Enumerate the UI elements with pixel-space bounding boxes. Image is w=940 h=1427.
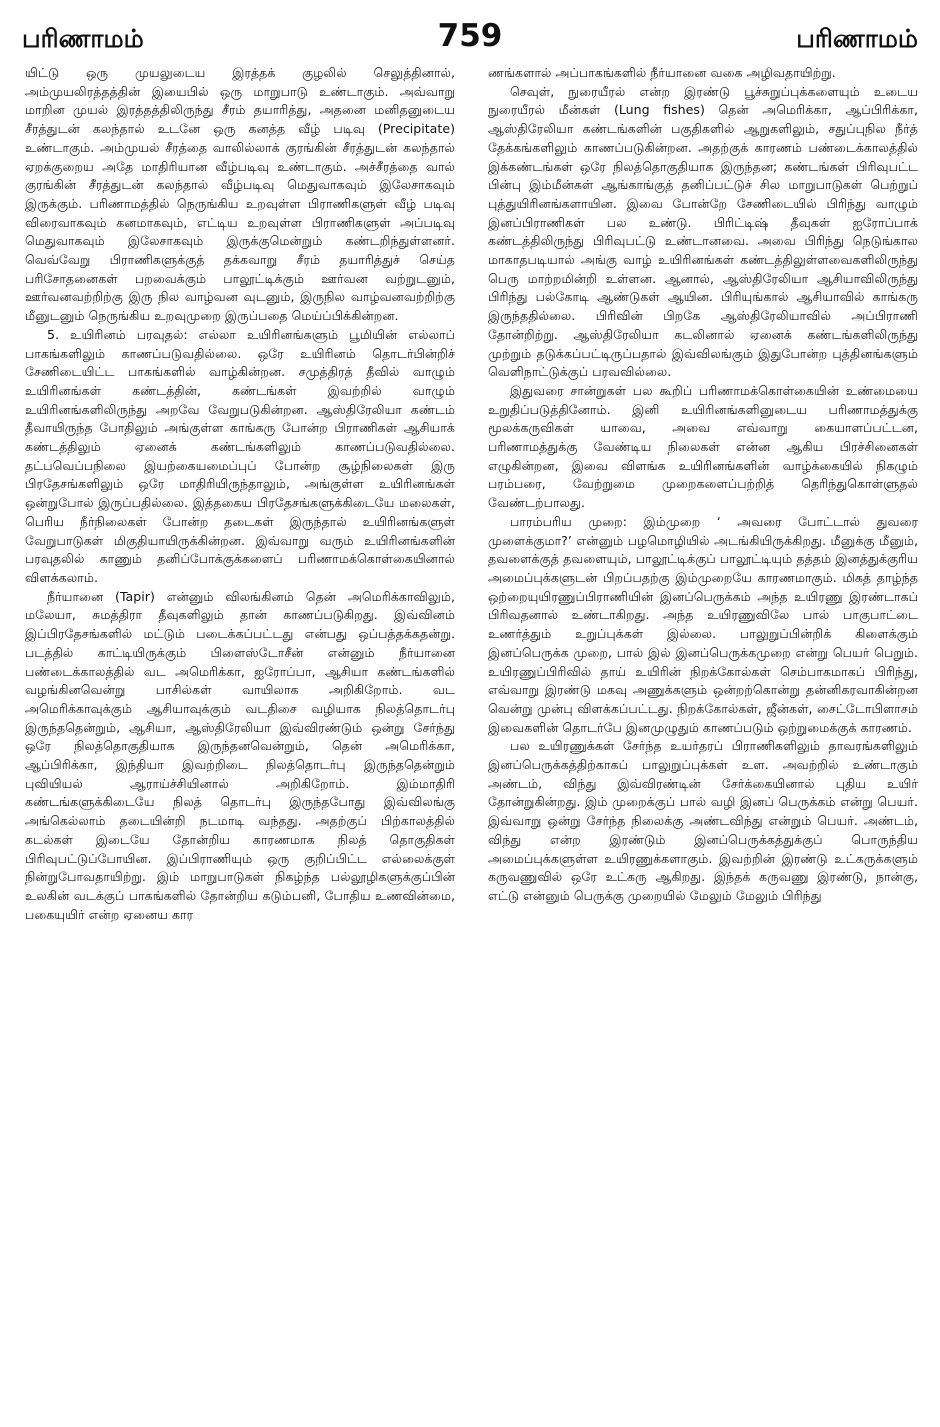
page-header <box>22 18 918 60</box>
paragraph: பல உயிரணுக்கள் சேர்ந்த உயர்தரப் பிராணிகளிலும் தாவரங்களிலும் இனப்பெருக்கத்திற்காகப் பாலுறுப்புக்கள் உள. அவற்றில் உண்டாகும் அண்டம், விந்து இவ்விரண்டின் சேர்க்கையினால் புதிய உயிர் தோன்றுகின்றது. இம் முறைக்குப் பால் வழி இனப் பெருக்கம் என்று பெயர். இவ்வாறு ஒன்று சேர்ந்த நிலைக்கு அண்டவிந்து என்றும் பெயர். அண்டம், விந்து என்ற இரண்டும் இனப்பெருக்கத்துக்குப் பொருந்திய அமைப்புக்களுள்ள உயிரணுக்களாகும். இவற்றின் இரண்டு உட்கருக்களும் கருவணுவில் ஒரே உட்கரு ஆகிறது. இந்தக் கருவணு இரண்டு, நான்கு, எட்டு என்னும் பெருக்கு முறையில் மேலும் மேலும் பிரிந்து <box>488 738 918 903</box>
paragraph: யிட்டு ஒரு முயலுடைய இரத்தக் குழலில் செலுத்தினால், அம்முயலிரத்தத்தின் இயைபில் ஒரு மாறுபாடு உண்டாகும். அவ்வாறு மாறின முயல் இரத்தத்திலிருந்து சீரம் தயாரித்து, அதனை மனிதனுடைய சீரத்துடன் கலந்தால் உடனே ஒரு கனத்த வீழ் படிவு (Precipitate) உண்டாகும். அம்முயல் சீரத்தை வாலில்லாக் குரங்கின் சீரத்துடன் கலந்தால் ஏறக்குறைய அதே மாதிரியான வீழ்படிவு உண்டாகும். அச்சீரத்தை வால் குரங்கின் சீரத்துடன் கலந்தால் வீழ்படிவு மெதுவாகவும் இலேசாகவும் இருக்கும். பரிணாமத்தில் நெருங்கிய உறவுள்ள பிராணிகளுள் வீழ் படிவு விரைவாகவும் கனமாகவும், எட்டிய உறவுள்ள பிராணிகளுள் அப்படிவு மெதுவாகவும் இலேசாகவும் இருக்குமென்றும் கண்டறிந்துள்ளனர். வெவ்வேறு பிராணிகளுக்குத் தக்கவாறு சீரம் தயாரித்துச் செய்த பரிசோதனைகள் பறவைக்கும் பாலூட்டிக்கும் ஊர்வன வற்றுடனும், ஊர்வனவற்றிற்கு இரு நில வாழ்வன வுடனும், இருநில வாழ்வனவற்றிற்கு மீனுடனும் நெருங்கிய உறவுமுறை இருப்பதை மெய்ப்பிக்கின்றன. <box>25 65 455 324</box>
paragraph: 5. உயிரினம் பரவுதல்: எல்லா உயிரினங்களும் பூமியின் எல்லாப் பாகங்களிலும் காணப்படுவதில்லை. ஒரே உயிரினம் தொடர்பின்றிச் சேணிடையிட்ட பாகங்களில் வாழ்கின்றன. சமுத்திரத் தீவில் வாழும் உயிரினங்கள் கண்டத்தின், கண்டங்கள் இவற்றில் வாழும் உயிரினங்களிலிருந்து அறவே வேறுபடுகின்றன. ஆஸ்திரேலியா கண்டம் தீவாயிருந்த போதிலும் அங்குள்ள காங்கரு போன்ற பிராணிகள் ஆசியாக் கண்டத்திலும் ஏனைக் கண்டங்களிலும் காணப்படுவதில்லை. தட்பவெப்பநிலை இயற்கையமைப்புப் போன்ற சூழ்நிலைகள் இரு பிரதேசங்களிலும் ஒரே மாதிரியிருந்தாலும், அங்குள்ள உயிரினங்கள் ஒன்றுபோல் இருப்பதில்லை. இத்தகைய பிரதேசங்களுக்கிடையே மலைகள், பெரிய நீர்நிலைகள் போன்ற தடைகள் இருந்தால் உயிரினங்களுள் வேறுபாடுகள் மிகுதியாயிருக்கின்றன. இவ்வாறு வரும் உயிரினங்களின் பரவுதலில் காணும் தனிப்போக்குக்களைப் பரிணாமக்கொள்கையினால் விளக்கலாம். <box>25 326 455 585</box>
paragraph: நீர்யானை (Tapir) என்னும் விலங்கினம் தென் அமெரிக்காவிலும், மலேயா, சுமத்திரா தீவுகளிலும் தான் காணப்படுகிறது. இவ்வினம் இப்பிரதேசங்களில் மட்டும் படைக்கப்பட்டது என்பது ஒப்பத்தக்கதன்று. படத்தில் காட்டியிருக்கும் பிளைஸ்டோசீன் என்னும் நீர்யானை பண்டைக்காலத்தில் வட அமெரிக்கா, ஐரோப்பா, ஆசியா கண்டங்களில் வழங்கினவென்று பாசில்கள் வாயிலாக அறிகிறோம். வட அமெரிக்காவுக்கும் ஆசியாவுக்கும் வடதிசை வழியாக நிலத்தொடர்பு இருந்ததென்றும், ஆசியா, ஆஸ்திரேலியா இவ்விரண்டும் ஒன்று சேர்ந்து ஒரே நிலத்தொகுதியாக இருந்தனவென்றும், தென் அமெரிக்கா, ஆப்பிரிக்கா, இந்தியா இவற்றிடை நிலத்தொடர்பு இருந்ததென்றும் புவியியல் ஆராய்ச்சியினால் அறிகிறோம். இம்மாதிரி கண்டங்களுக்கிடையே நிலத் தொடர்பு இருந்தபோது இவ்விலங்கு அங்கெல்லாம் தடையின்றி நடமாடி வந்தது. அதற்குப் பிற்காலத்தில் கடல்கள் இடையே தோன்றிய காரணமாக நிலத் தொகுதிகள் பிரிவுபட்டுப்போயின. இப்பிராணியும் ஒரு குறிப்பிட்ட எல்லைக்குள் நின்றுபோவதாயிற்று. இம் மாறுபாடுகள் நிகழ்ந்த பல்லூழிகளுக்குப்பின் உலகின் வடக்குப் பாகங்களில் தோன்றிய கடும்பனி, போதிய உணவின்மை, பகையுயிர் என்ற ஏனைய கார <box>25 588 455 922</box>
paragraph: இதுவரை சான்றுகள் பல கூறிப் பரிணாமக்கொள்கையின் உண்மையை உறுதிப்படுத்தினோம். இனி உயிரினங்களினுடைய பரிணாமத்துக்கு மூலக்கருவிகள் யாவை, அவை எவ்வாறு கையாளப்பட்டன, பரிணாமத்துக்கு வேண்டிய நிலைகள் என்ன ஆகிய பிரச்சினைகள் எழுகின்றன, இவை விளங்க உயிரினங்களின் வாழ்க்கையில் நிகழும் பரம்பரை, வேற்றுமை முறைகளைப்பற்றித் தெரிந்துகொள்ளுதல் வேண்டற்பாலது. <box>488 382 918 511</box>
paragraph: ணங்களால் அப்பாகங்களில் நீர்யானை வகை அழிவதாயிற்று. <box>488 65 836 80</box>
header-left-title: பரிணாமம் <box>22 24 144 53</box>
paragraph: செவுள், நுரையீரல் என்ற இரண்டு பூச்சுறுப்புக்களையும் உடைய நுரையீரல் மீன்கள் (Lung fishes) தென் அமெரிக்கா, ஆப்பிரிக்கா, ஆஸ்திரேலியா கண்டங்களின் பகுதிகளில் ஆறுகளிலும், சதுப்புநில நீர்த் தேக்கங்களிலும் காணப்படுகின்றன. அதற்குக் காரணம் பண்டைக்காலத்தில் இக்கண்டங்கள் ஒரே நிலத்தொகுதியாக இருந்தன; கண்டங்கள் பிரிவுபட்ட பின்பு இம்மீன்கள் ஆங்காங்குத் தனிப்பட்டுச் சில மாறுபாடுகள் பெற்றுப் புத்துயிரினங்களாயின. இவை போன்றே சேணிடையில் பிரிந்து வாழும் இனப்பிராணிகள் பல உண்டு. பிரிட்டிஷ் தீவுகள் ஐரோப்பாக் கண்டத்திலிருந்து பிரிவுபட்டு உண்டானவை. அவை பிரிந்து நெடுங்கால மாகாதபடியால் அங்கு வாழ் உயிரினங்கள் கண்டத்திலுள்ளவைகளிலிருந்து பெரு மாற்றமின்றி உள்ளன. ஆனால், ஆஸ்திரேலியா ஆசியாவிலிருந்து பிரிந்து பல்கோடி ஆண்டுகள் ஆயின. பிரியுங்கால் ஆசியாவில் காங்கரு இருந்ததில்லை. பிரிவின் பிறகே ஆஸ்திரேலியாவில் அப்பிராணி தோன்றிற்று. ஆஸ்திரேலியா கடலினால் ஏனைக் கண்டங்களிலிருந்து முற்றும் தடுக்கப்பட்டிருப்பதால் இவ்விலங்கும் இதுபோன்ற புத்தினங்களும் வெளிநாட்டுக்குப் பரவவில்லை. <box>488 83 918 380</box>
page-number: 759 <box>437 18 503 54</box>
paragraph: பாரம்பரிய முறை: இம்முறை ‘ அவரை போட்டால் துவரை முளைக்குமா?’ என்னும் பழமொழியில் அடங்கியிருக்கிறது. மீனுக்கு மீனும், தவளைக்குத் தவளையும், பாலூட்டிக்குப் பாலூட்டியும் தத்தம் இனத்துக்குரிய அமைப்புக்களுடன் பிறப்பதற்கு இம்முறையே காரணமாகும். மிகத் தாழ்ந்த ஒற்றையுயிரணுப்பிராணியின் இனப்பெருக்கம் அந்த உயிரணு இரண்டாகப் பிரிவதனால் உண்டாகிறது. அந்த உயிரணுவிலே பால் பாகுபாட்டை உணர்த்தும் உறுப்புக்கள் இல்லை. பாலுறுப்பின்றிக் கிளைக்கும் இனப்பெருக்க முறை, பால் இல் இனப்பெருக்கமுறை என்று பெயர் பெறும். உயிரணுப்பிரிவில் தாய் உயிரின் நிறக்கோல்கள் செம்பாகமாகப் பிரிந்து, எவ்வாறு இரண்டு மகவு அணுக்களும் ஒன்றற்கொன்று தன்னிகரவாகின்றன வென்று முன்பு விளக்கப்பட்டது. நிறக்கோல்கள், ஜீன்கள், சைட்டோபிளாசம் இவைகளின் தொடர்பே இனமுழுதும் காணப்படும் ஒற்றுமைக்குக் காரணம். <box>488 513 918 735</box>
right-column <box>488 64 918 1414</box>
left-column <box>25 64 455 1414</box>
header-right-title: பரிணாமம் <box>796 24 918 53</box>
